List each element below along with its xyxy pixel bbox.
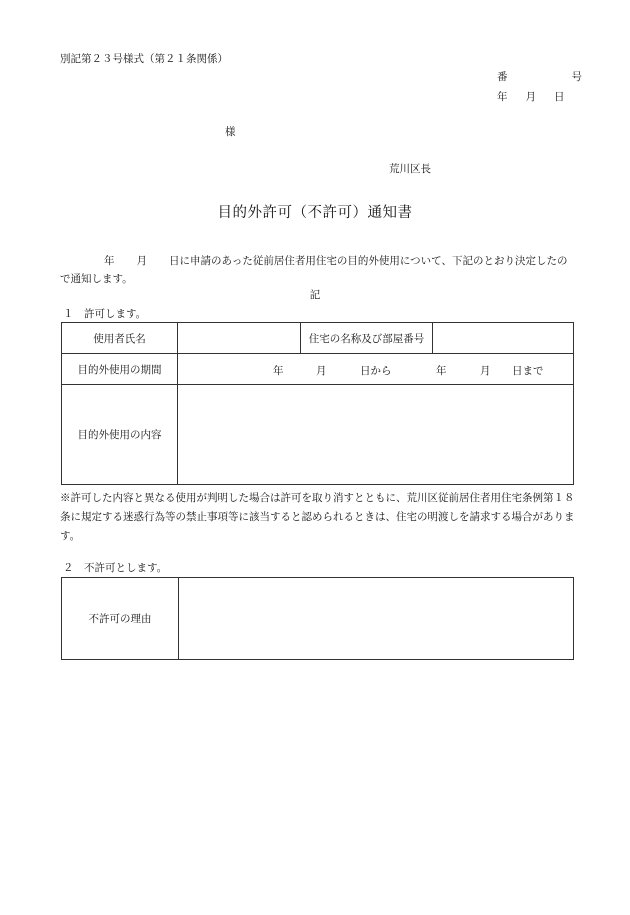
period-month-end: 月	[480, 365, 491, 377]
date-month: 月	[525, 91, 536, 103]
period-label: 目的外使用の期間	[62, 354, 178, 385]
user-name-field[interactable]	[178, 323, 301, 354]
date-year: 年	[497, 91, 508, 103]
section1-heading: １ 許可します。	[63, 308, 147, 320]
date-day: 日	[554, 91, 565, 103]
ki-marker: 記	[309, 289, 321, 301]
denial-reason-field[interactable]	[179, 578, 574, 660]
residence-label: 住宅の名称及び部屋番号	[301, 323, 433, 354]
form-reference: 別記第２３号様式（第２１条関係）	[60, 53, 228, 65]
body-year: 年	[104, 255, 115, 267]
addressee-suffix: 様	[225, 126, 236, 138]
document-number-line	[497, 72, 582, 83]
permission-table	[61, 322, 574, 485]
body-text: 日に申請のあった従前居住者用住宅の目的外使用について、下記のとおり決定したので通知します。	[60, 255, 568, 285]
denial-reason-label: 不許可の理由	[62, 578, 179, 660]
period-until: 日まで	[512, 365, 544, 377]
permission-note: ※許可した内容と異なる使用が判明した場合は許可を取り消すとともに、荒川区従前居住者用住宅条例第１８条に規定する迷惑行為等の禁止事項等に該当すると認められるときは、住宅の明渡しを請求する場合があります。	[60, 492, 575, 542]
body-paragraph	[60, 252, 576, 288]
user-name-label: 使用者氏名	[62, 323, 178, 354]
content-label: 目的外使用の内容	[62, 385, 178, 485]
denial-table	[61, 577, 574, 660]
section2-heading: ２ 不許可とします。	[63, 562, 168, 574]
number-suffix: 号	[571, 71, 582, 83]
period-year-end: 年	[436, 365, 447, 377]
body-month: 月	[136, 255, 147, 267]
period-year-start: 年	[273, 365, 284, 377]
period-month-start: 月	[316, 365, 327, 377]
issuer-name: 荒川区長	[389, 163, 431, 175]
residence-field[interactable]	[433, 323, 574, 354]
document-date-line	[497, 92, 565, 103]
period-field[interactable]	[178, 354, 574, 385]
period-from: 日から	[360, 365, 392, 377]
document-title: 目的外許可（不許可）通知書	[217, 205, 413, 221]
content-field[interactable]	[178, 385, 574, 485]
number-label: 番	[497, 71, 508, 83]
